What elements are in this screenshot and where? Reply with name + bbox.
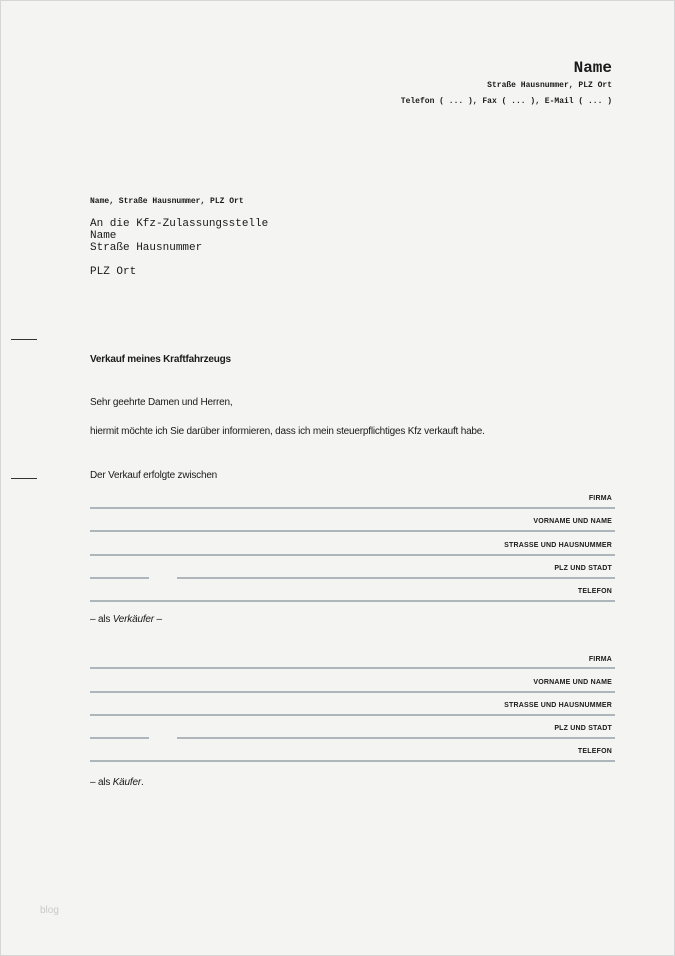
- recipient-line-2: Name: [90, 230, 117, 242]
- return-address-line: Name, Straße Hausnummer, PLZ Ort: [90, 197, 244, 206]
- seller-caption-role: Verkäufer: [112, 614, 154, 625]
- buyer-caption-prefix: – als: [90, 777, 113, 788]
- salutation: Sehr geehrte Damen und Herren,: [90, 397, 233, 408]
- seller-label-name: VORNAME UND NAME: [533, 518, 612, 525]
- seller-label-street: STRASSE UND HAUSNUMMER: [504, 542, 612, 549]
- sale-intro: Der Verkauf erfolgte zwischen: [90, 470, 218, 481]
- buyer-caption-role: Käufer: [112, 777, 141, 788]
- seller-label-phone: TELEFON: [577, 588, 612, 595]
- seller-field-firma[interactable]: [90, 507, 615, 509]
- seller-label-firma: FIRMA: [588, 495, 612, 502]
- buyer-label-city: PLZ UND STADT: [554, 725, 612, 732]
- buyer-caption: [90, 777, 144, 788]
- sender-name: Name: [573, 59, 612, 77]
- seller-caption: [90, 614, 162, 625]
- fold-mark-top: [11, 339, 37, 340]
- recipient-line-4: PLZ Ort: [90, 266, 137, 278]
- buyer-field-name[interactable]: [90, 691, 615, 693]
- buyer-field-firma[interactable]: [90, 667, 615, 669]
- seller-caption-suffix: –: [153, 614, 162, 625]
- buyer-field-city[interactable]: [177, 737, 615, 739]
- recipient-line-3: Straße Hausnummer: [90, 242, 203, 254]
- seller-field-city[interactable]: [177, 577, 615, 579]
- buyer-label-name: VORNAME UND NAME: [533, 679, 612, 686]
- sender-street: Straße Hausnummer, PLZ Ort: [487, 81, 612, 90]
- fold-mark-middle: [11, 478, 37, 479]
- seller-field-street[interactable]: [90, 554, 615, 556]
- seller-field-name[interactable]: [90, 530, 615, 532]
- body-text: hiermit möchte ich Sie darüber informieren, dass ich mein steuerpflichtiges Kfz verkauft habe.: [90, 426, 485, 437]
- seller-label-city: PLZ UND STADT: [554, 565, 612, 572]
- buyer-label-phone: TELEFON: [577, 748, 612, 755]
- seller-field-zip[interactable]: [90, 577, 149, 579]
- buyer-label-firma: FIRMA: [588, 656, 612, 663]
- buyer-field-street[interactable]: [90, 714, 615, 716]
- sender-contact: Telefon ( ... ), Fax ( ... ), E-Mail ( ... ): [400, 97, 612, 106]
- buyer-label-street: STRASSE UND HAUSNUMMER: [504, 702, 612, 709]
- seller-field-phone[interactable]: [90, 600, 615, 602]
- seller-caption-prefix: – als: [90, 614, 113, 625]
- buyer-caption-suffix: .: [140, 777, 144, 788]
- subject-line: Verkauf meines Kraftfahrzeugs: [90, 354, 231, 365]
- recipient-line-1: An die Kfz-Zulassungsstelle: [90, 218, 269, 230]
- buyer-field-phone[interactable]: [90, 760, 615, 762]
- buyer-field-zip[interactable]: [90, 737, 149, 739]
- watermark: blog: [40, 905, 59, 916]
